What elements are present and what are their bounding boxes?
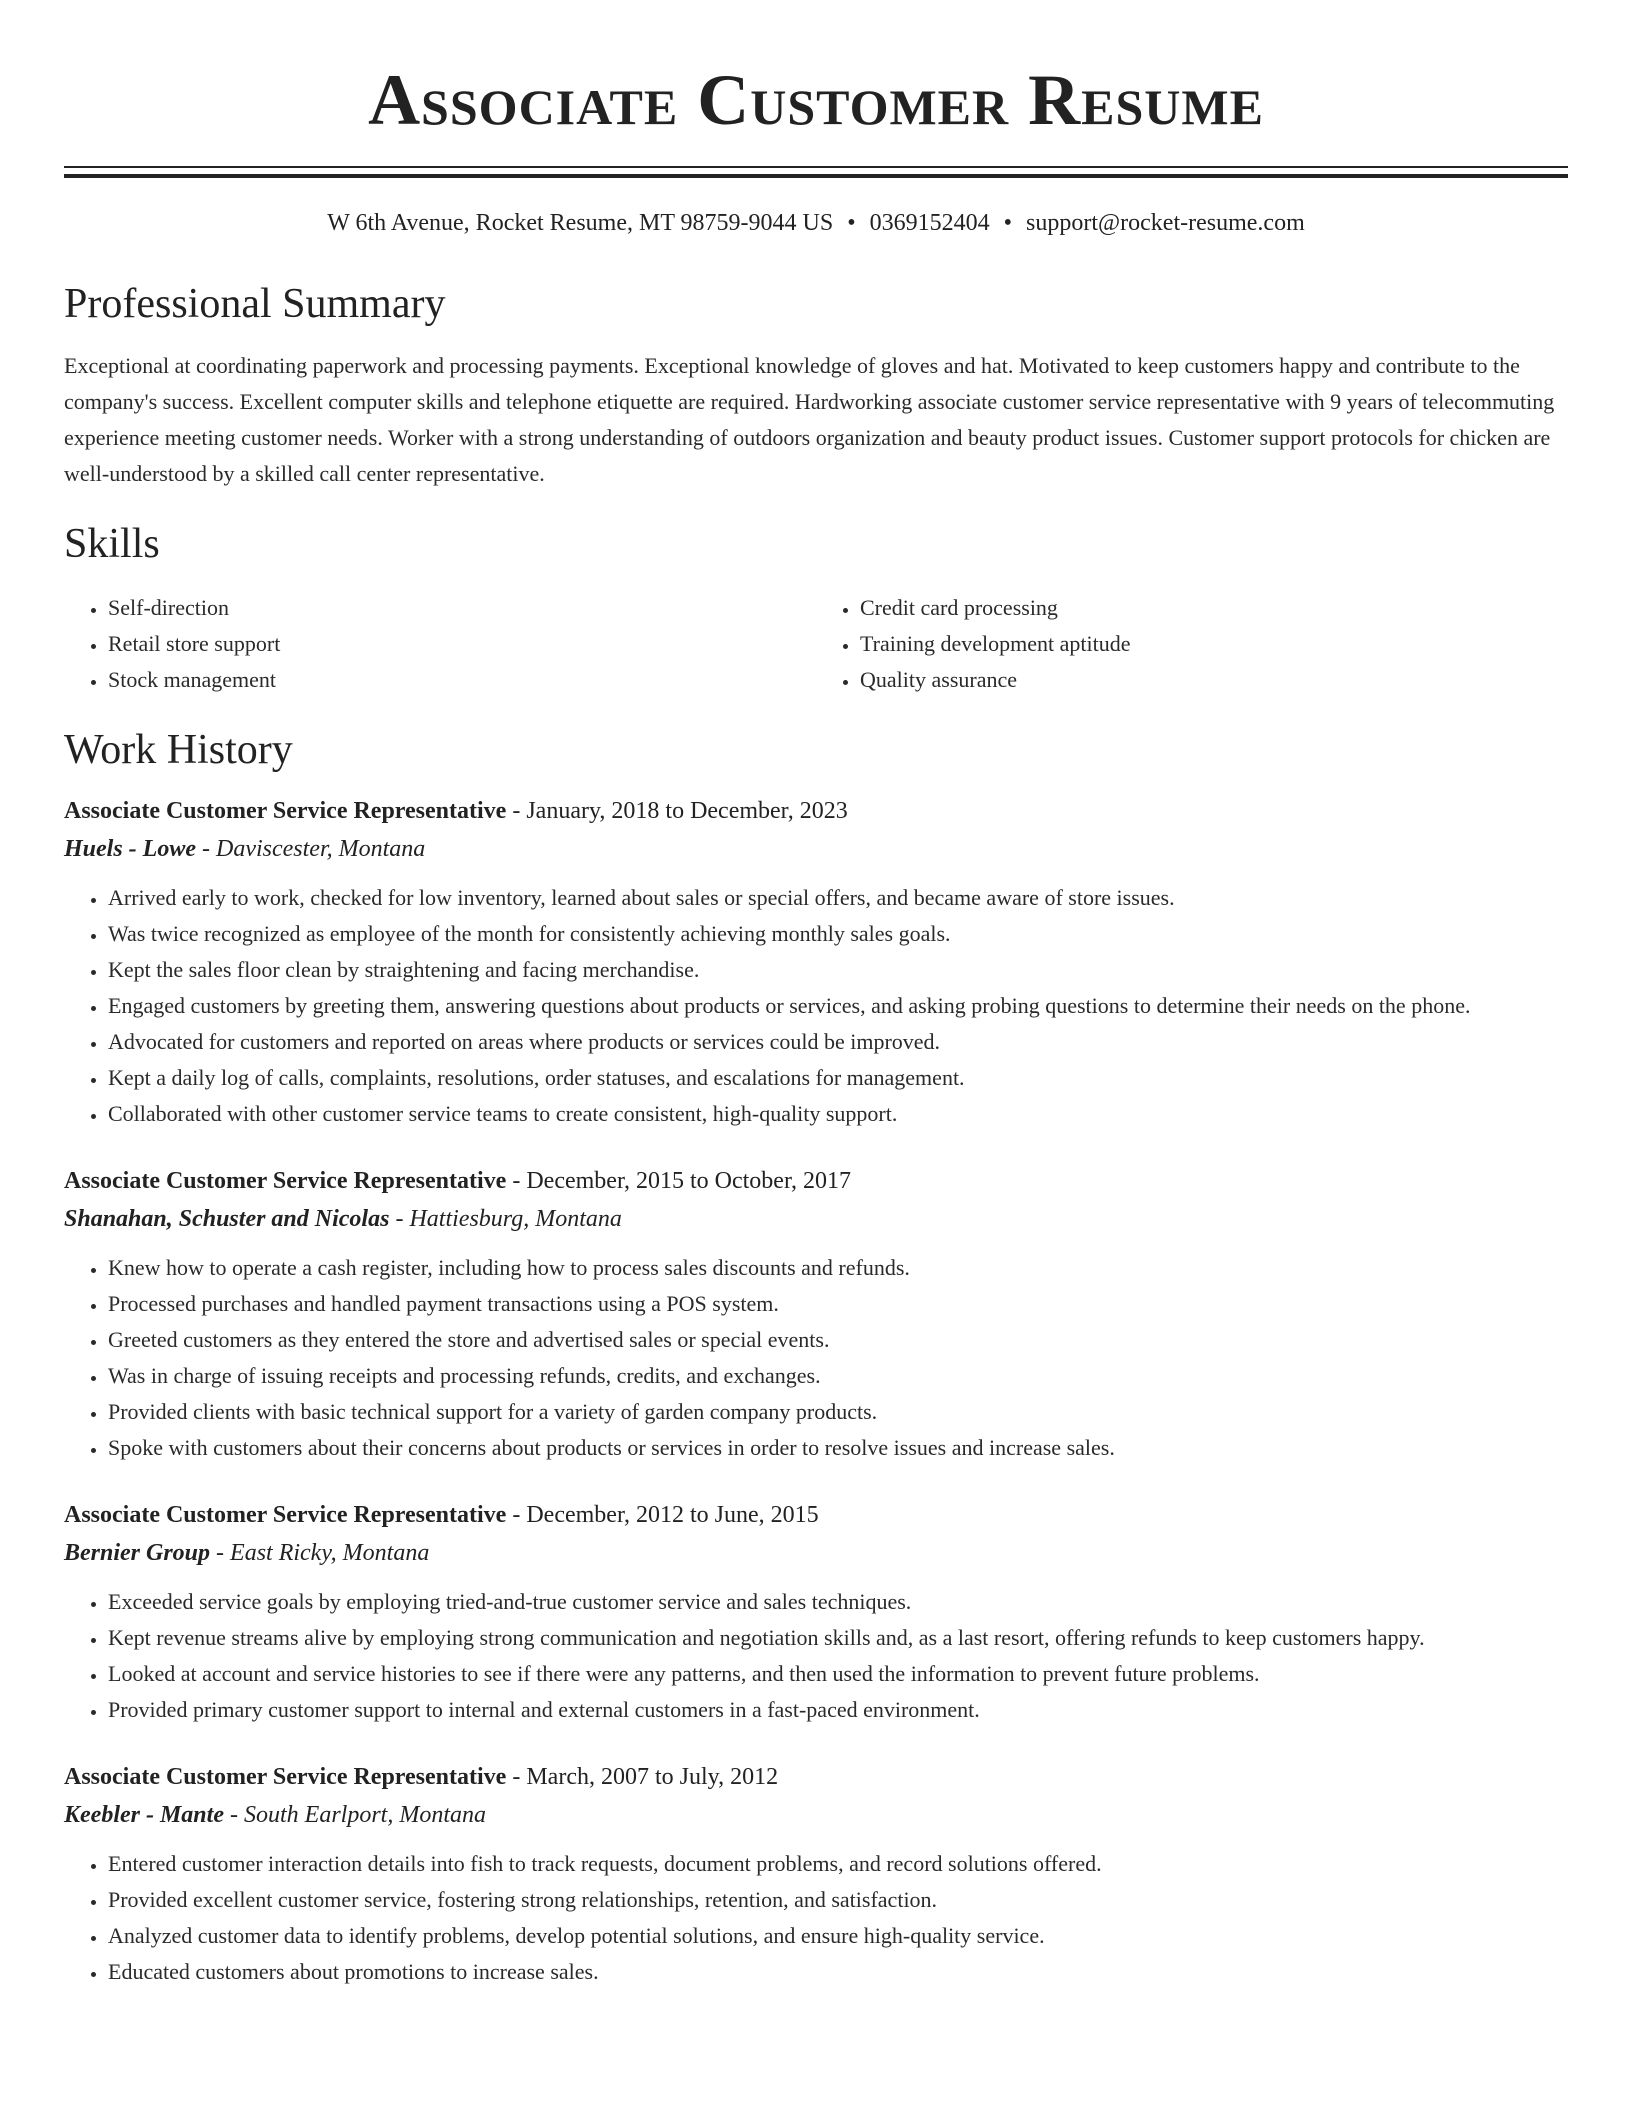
job-role: Associate Customer Service Representative [64, 1764, 507, 1790]
job-bullet: • Provided primary customer support to internal and external customers in a fast-paced environment. [108, 1692, 1568, 1728]
job-bullets [64, 1250, 1568, 1466]
job-company: Bernier Group [64, 1540, 211, 1566]
job-bullets [64, 880, 1568, 1132]
skill-item: • Credit card processing [860, 590, 1568, 626]
job-bullet: • Processed purchases and handled payment transactions using a POS system. [108, 1286, 1568, 1322]
job-company: Shanahan, Schuster and Nicolas [64, 1206, 390, 1232]
job-bullet: • Exceeded service goals by employing tried-and-true customer service and sales techniques. [108, 1584, 1568, 1620]
contact-line [64, 208, 1568, 238]
skill-item: • Retail store support [108, 626, 816, 662]
job-company-line: Shanahan, Schuster and Nicolas - Hattiesburg, Montana [64, 1206, 622, 1232]
job-bullet: • Kept revenue streams alive by employing strong communication and negotiation skills and, as a last resort, offering refunds to keep customers happy. [108, 1620, 1568, 1656]
skills-list-right [816, 590, 1568, 698]
job-role: Associate Customer Service Representative [64, 1168, 507, 1194]
contact-address: W 6th Avenue, Rocket Resume, MT 98759-9044 US [327, 210, 834, 236]
job-location: South Earlport, Montana [243, 1802, 486, 1828]
job-entry [64, 1496, 1568, 1728]
job-bullet: • Knew how to operate a cash register, including how to process sales discounts and refunds. [108, 1250, 1568, 1286]
job-dates: December, 2015 to October, 2017 [526, 1168, 851, 1194]
summary-heading: Professional Summary [64, 281, 446, 327]
job-bullet: • Was in charge of issuing receipts and processing refunds, credits, and exchanges. [108, 1358, 1568, 1394]
skill-item: • Stock management [108, 662, 816, 698]
job-dates: January, 2018 to December, 2023 [526, 798, 848, 824]
skill-item: • Training development aptitude [860, 626, 1568, 662]
job-company: Huels - Lowe [64, 836, 196, 862]
job-dates: March, 2007 to July, 2012 [526, 1764, 779, 1790]
job-header: Associate Customer Service Representative - March, 2007 to July, 2012 [64, 1764, 779, 1790]
job-bullet: • Advocated for customers and reported on areas where products or services could be improved. [108, 1024, 1568, 1060]
job-company-line: Bernier Group - East Ricky, Montana [64, 1540, 430, 1566]
job-bullet: • Analyzed customer data to identify problems, develop potential solutions, and ensure high-quality service. [108, 1918, 1568, 1954]
contact-separator: • [1003, 210, 1013, 236]
job-bullets [64, 1846, 1568, 1990]
title-divider-thin [64, 166, 1568, 168]
job-location: East Ricky, Montana [230, 1540, 430, 1566]
job-entry [64, 1758, 1568, 1990]
title-divider-thick [64, 174, 1568, 178]
job-company-line: Keebler - Mante - South Earlport, Montana [64, 1802, 486, 1828]
job-header: Associate Customer Service Representative - December, 2012 to June, 2015 [64, 1502, 819, 1528]
job-bullet: • Provided excellent customer service, fostering strong relationships, retention, and satisfaction. [108, 1882, 1568, 1918]
job-header: Associate Customer Service Representative - December, 2015 to October, 2017 [64, 1168, 851, 1194]
contact-separator: • [847, 210, 856, 236]
job-company-line: Huels - Lowe - Daviscester, Montana [64, 836, 426, 862]
skills-list-left [64, 590, 816, 698]
job-bullet: • Looked at account and service histories to see if there were any patterns, and then used the information to prevent future problems. [108, 1656, 1568, 1692]
job-bullet: • Engaged customers by greeting them, answering questions about products or services, and asking probing questions to determine their needs on the phone. [108, 988, 1568, 1024]
job-bullet: • Kept the sales floor clean by straightening and facing merchandise. [108, 952, 1568, 988]
job-dates: December, 2012 to June, 2015 [526, 1502, 819, 1528]
skills-grid [64, 590, 1568, 698]
summary-text: Exceptional at coordinating paperwork and processing payments. Exceptional knowledge of gloves and hat. Motivated to keep customers happy and contribute to the company's success. Excellent computer skills and telephone etiquette are required. Hardworking associate customer service representative with 9 years of telecommuting experience meeting customer needs. Worker with a strong understanding of outdoors organization and beauty product issues. Customer support protocols for chicken are well-understood by a skilled call center representative. [64, 353, 1555, 486]
job-bullet: • Collaborated with other customer service teams to create consistent, high-quality support. [108, 1096, 1568, 1132]
job-role: Associate Customer Service Representative [64, 1502, 507, 1528]
skill-item: • Self-direction [108, 590, 816, 626]
job-role: Associate Customer Service Representative [64, 798, 507, 824]
work-history-heading: Work History [64, 727, 293, 773]
job-bullet: • Educated customers about promotions to increase sales. [108, 1954, 1568, 1990]
skills-heading: Skills [64, 521, 160, 567]
job-bullet: • Was twice recognized as employee of the month for consistently achieving monthly sales goals. [108, 916, 1568, 952]
job-bullets [64, 1584, 1568, 1728]
contact-phone: 0369152404 [869, 210, 990, 236]
job-bullet: • Entered customer interaction details into fish to track requests, document problems, and record solutions offered. [108, 1846, 1568, 1882]
job-bullet: • Arrived early to work, checked for low inventory, learned about sales or special offers, and became aware of store issues. [108, 880, 1568, 916]
resume-title: Associate Customer Resume [368, 60, 1264, 140]
job-location: Daviscester, Montana [216, 836, 426, 862]
job-bullet: • Greeted customers as they entered the store and advertised sales or special events. [108, 1322, 1568, 1358]
job-bullet: • Kept a daily log of calls, complaints, resolutions, order statuses, and escalations for management. [108, 1060, 1568, 1096]
skill-item: • Quality assurance [860, 662, 1568, 698]
job-entry [64, 1162, 1568, 1466]
job-bullet: • Provided clients with basic technical support for a variety of garden company products. [108, 1394, 1568, 1430]
contact-email: support@rocket-resume.com [1026, 210, 1305, 236]
job-company: Keebler - Mante [64, 1802, 224, 1828]
job-location: Hattiesburg, Montana [409, 1206, 622, 1232]
job-header: Associate Customer Service Representative - January, 2018 to December, 2023 [64, 798, 848, 824]
job-bullet: • Spoke with customers about their concerns about products or services in order to resolve issues and increase sales. [108, 1430, 1568, 1466]
job-entry [64, 792, 1568, 1132]
